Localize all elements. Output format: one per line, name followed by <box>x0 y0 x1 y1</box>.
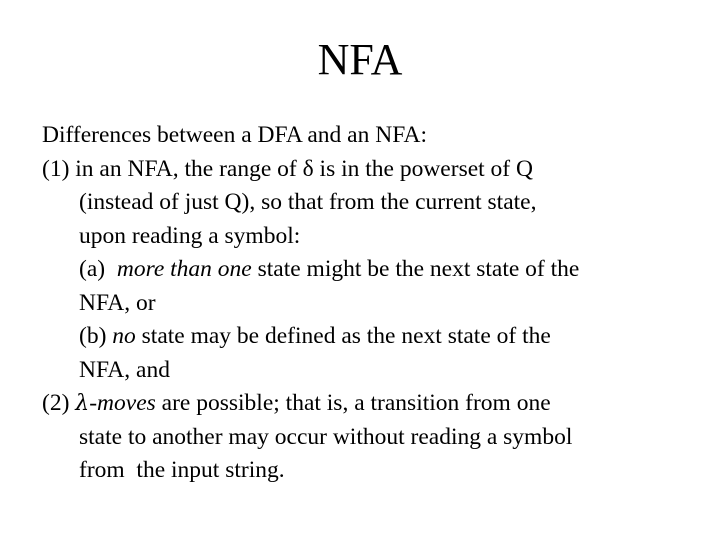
line-intro: Differences between a DFA and an NFA: <box>42 122 428 148</box>
point-2-label: (2) <box>42 390 76 416</box>
subpoint-a-text: state might be the next state of the <box>251 256 580 282</box>
subpoint-a-label: (a) <box>79 256 117 282</box>
line-point-1: (1) in an NFA, the range of δ is in the powerset of Q <box>42 155 533 182</box>
line-subpoint-b <box>42 320 712 354</box>
line-subpoint-a <box>42 253 712 287</box>
lambda-symbol: λ <box>75 391 90 416</box>
line-point-2 <box>42 387 712 421</box>
line-subpoint-b-cont: NFA, and <box>79 356 170 383</box>
subpoint-a-emphasis: more than one <box>116 256 252 282</box>
line-point-1-cont-1: (instead of just Q), so that from the current state, <box>79 189 537 215</box>
subpoint-b-emphasis: no <box>112 323 136 349</box>
subpoint-b-label: (b) <box>79 323 113 349</box>
slide-title: NFA <box>317 35 403 84</box>
point-2-emphasis: -moves <box>89 390 156 416</box>
subpoint-b-text: state may be defined as the next state of the <box>135 323 551 349</box>
point-2-text: are possible; that is, a transition from one <box>155 390 551 416</box>
line-point-1-cont-2: upon reading a symbol: <box>79 222 301 249</box>
slide-body <box>42 119 712 488</box>
line-point-2-cont-2: from the input string. <box>79 457 285 483</box>
line-subpoint-a-cont: NFA, or <box>79 289 156 316</box>
line-point-2-cont-1: state to another may occur without reading a symbol <box>79 423 573 450</box>
